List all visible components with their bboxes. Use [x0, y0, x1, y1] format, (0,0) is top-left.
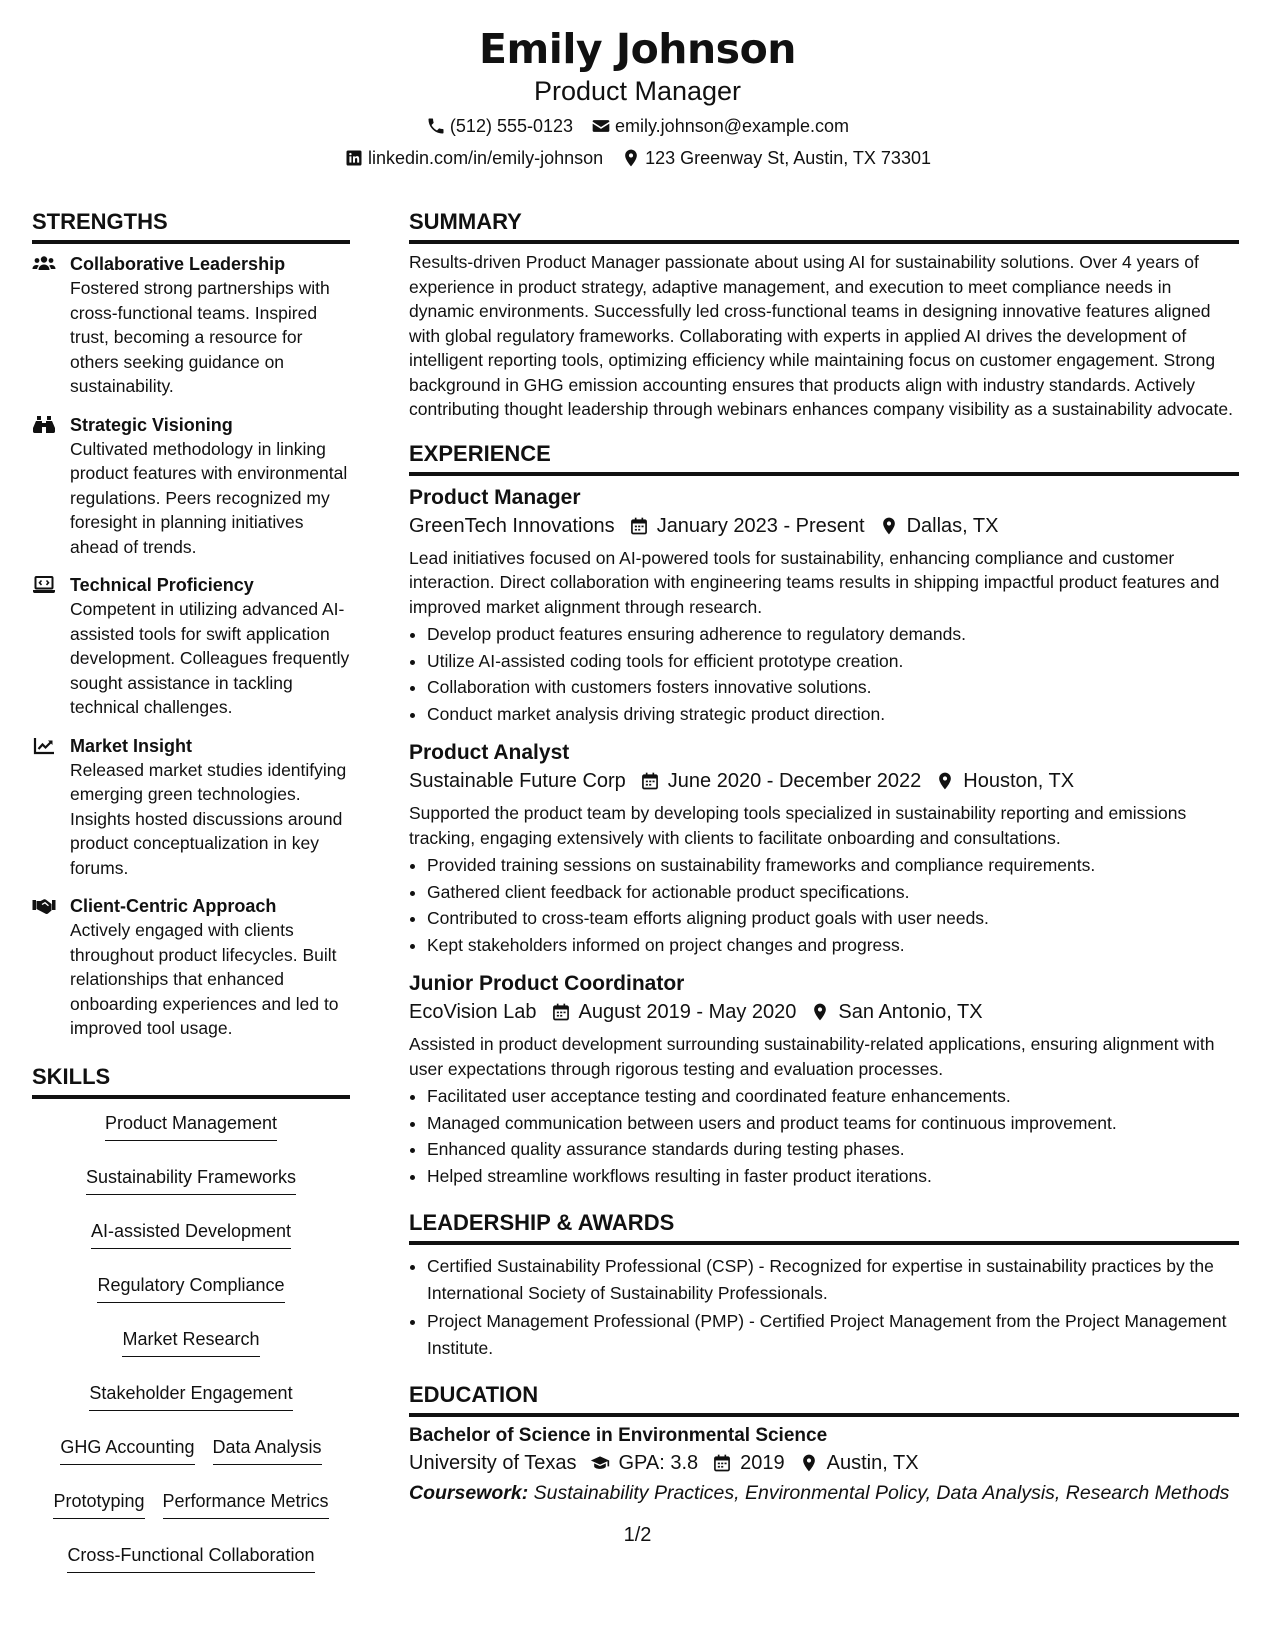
edu-gpa: GPA: 3.8: [618, 1452, 699, 1474]
resume-header: [0, 22, 1275, 170]
candidate-title: Product Manager: [533, 76, 742, 106]
strength-item: [32, 734, 350, 881]
job-entry: [409, 970, 1239, 1189]
strength-title: Collaborative Leadership: [70, 254, 286, 274]
chart-line-icon: [32, 736, 56, 756]
strength-desc: Fostered strong partnerships with cross-functional teams. Inspired trust, becoming a resource for others seeking guidance on sustainability.: [70, 278, 330, 396]
address-contact: [621, 146, 931, 170]
map-pin-icon: [879, 516, 899, 536]
binoculars-icon: [32, 415, 56, 435]
edu-meta: [409, 1449, 1239, 1477]
calendar-icon: [551, 1002, 571, 1022]
job-bullet: • Provided training sessions on sustainability frameworks and compliance requirements.: [427, 852, 1239, 879]
job-title: Junior Product Coordinator: [409, 972, 685, 995]
job-description: Supported the product team by developing tools specialized in sustainability reporting and emissions tracking, engaging extensively with clients to facilitate onboarding and consultations.: [409, 803, 1187, 848]
email-text: emily.johnson@example.com: [615, 116, 850, 136]
map-pin-icon: [799, 1453, 819, 1473]
job-bullet: • Kept stakeholders informed on project changes and progress.: [427, 932, 1239, 959]
job-bullet: • Helped streamline workflows resulting in faster product iterations.: [427, 1163, 1239, 1190]
users-icon: [32, 254, 56, 274]
award-item: • Certified Sustainability Professional (CSP) - Recognized for expertise in sustainability practices by the International Society of Sustainability Professionals.: [427, 1253, 1239, 1306]
laptop-code-icon: [32, 575, 56, 595]
job-bullets: [409, 1083, 1239, 1189]
skill-tag: Prototyping: [53, 1489, 144, 1519]
strength-item: [32, 894, 350, 1041]
job-location: San Antonio, TX: [838, 1001, 983, 1023]
address-text: 123 Greenway St, Austin, TX 73301: [645, 148, 931, 168]
award-item: • Project Management Professional (PMP) - Certified Project Management from the Project Management Institute.: [427, 1308, 1239, 1361]
strength-item: [32, 252, 350, 399]
skill-tag: GHG Accounting: [60, 1435, 194, 1465]
job-title: Product Analyst: [409, 741, 570, 764]
strength-title: Technical Proficiency: [70, 575, 254, 595]
job-description: Lead initiatives focused on AI-powered tools for sustainability, enhancing compliance and customer interaction. Direct collaboration with engineering teams results in shipping impactful product features and improved market alignment through research.: [409, 547, 1220, 617]
phone-icon: [426, 116, 446, 136]
awards-heading: LEADERSHIP & AWARDS: [409, 1209, 1239, 1245]
skill-tag: Data Analysis: [213, 1435, 322, 1465]
skill-tag: Product Management: [105, 1111, 277, 1141]
job-bullet: • Contributed to cross-team efforts aligning product goals with user needs.: [427, 905, 1239, 932]
skill-tag: Sustainability Frameworks: [86, 1165, 296, 1195]
linkedin-contact[interactable]: [344, 146, 603, 170]
skill-tag: Regulatory Compliance: [97, 1273, 284, 1303]
left-column: [32, 208, 350, 1573]
strength-desc: Cultivated methodology in linking product features with environmental regulations. Peers recognized my foresight in planning initiatives ahead of trends.: [70, 438, 348, 557]
job-entry: [409, 484, 1239, 728]
calendar-icon: [712, 1453, 732, 1473]
calendar-icon: [640, 771, 660, 791]
phone-contact[interactable]: [426, 114, 573, 138]
right-column: [409, 208, 1239, 1505]
map-pin-icon: [935, 771, 955, 791]
job-location: Dallas, TX: [906, 514, 999, 537]
skill-tag: AI-assisted Development: [91, 1219, 291, 1249]
job-meta: [409, 767, 1239, 795]
strength-item: [32, 573, 350, 720]
skill-tag: Performance Metrics: [163, 1489, 329, 1519]
handshake-icon: [32, 896, 56, 916]
job-company: Sustainable Future Corp: [409, 770, 626, 792]
job-bullet: • Develop product features ensuring adherence to regulatory demands.: [427, 621, 1239, 648]
job-dates: August 2019 - May 2020: [578, 1001, 797, 1023]
skill-tag: Cross-Functional Collaboration: [67, 1543, 314, 1573]
linkedin-text: linkedin.com/in/emily-johnson: [368, 148, 604, 168]
graduation-cap-icon: [590, 1453, 610, 1473]
strength-title: Market Insight: [70, 735, 193, 756]
job-company: GreenTech Innovations: [409, 514, 615, 537]
strength-desc: Actively engaged with clients throughout product lifecycles. Built relationships that enhanced onboarding experiences and led to improved tool usage.: [70, 920, 339, 1038]
awards-list: [409, 1253, 1239, 1361]
skill-tag: Market Research: [122, 1327, 259, 1357]
job-bullets: [409, 621, 1239, 727]
job-bullet: • Utilize AI-assisted coding tools for efficient prototype creation.: [427, 648, 1239, 675]
job-bullet: • Collaboration with customers fosters innovative solutions.: [427, 674, 1239, 701]
skill-tag: Stakeholder Engagement: [89, 1381, 292, 1411]
map-pin-icon: [810, 1002, 830, 1022]
job-location: Houston, TX: [963, 770, 1075, 792]
edu-school: University of Texas: [409, 1452, 577, 1474]
skills-heading: SKILLS: [32, 1063, 350, 1099]
job-bullet: • Gathered client feedback for actionable product specifications.: [427, 879, 1239, 906]
strengths-heading: STRENGTHS: [32, 208, 350, 244]
job-entry: [409, 739, 1239, 958]
candidate-name: Emily Johnson: [479, 25, 796, 73]
job-bullet: • Conduct market analysis driving strategic product direction.: [427, 701, 1239, 728]
contact-row-1: [0, 114, 1275, 138]
edu-year: 2019: [740, 1452, 785, 1474]
linkedin-icon: [344, 148, 364, 168]
job-meta: [409, 998, 1239, 1026]
strength-desc: Competent in utilizing advanced AI-assisted tools for swift application development. Colleagues frequently sought assistance in tackling technical challenges.: [70, 599, 350, 717]
summary-text: Results-driven Product Manager passionate about using AI for sustainability solutions. Over 4 years of experience in product strategy, adaptive management, and execution to meet compliance needs in dynamic environments. Successfully led cross-functional teams in designing innovative features aligned with global regulatory frameworks. Collaborating with experts in applied AI drives the development of intelligent reporting tools, optimizing efficiency while maintaining focus on customer engagement. Strong background in GHG emission accounting ensures that products align with industry standards. Actively contributing thought leadership through webinars enhances company visibility as a sustainability advocate.: [409, 252, 1233, 419]
job-title: Product Manager: [409, 485, 581, 509]
job-dates: January 2023 - Present: [656, 514, 865, 537]
job-bullet: • Enhanced quality assurance standards during testing phases.: [427, 1136, 1239, 1163]
experience-heading: EXPERIENCE: [409, 440, 1239, 476]
strength-title: Client-Centric Approach: [70, 896, 277, 916]
job-bullet: • Managed communication between users and product teams for continuous improvement.: [427, 1110, 1239, 1137]
strength-desc: Released market studies identifying emerging green technologies. Insights hosted discussions around product conceptualization in key forums.: [70, 759, 347, 878]
job-bullet: • Facilitated user acceptance testing and coordinated feature enhancements.: [427, 1083, 1239, 1110]
job-company: EcoVision Lab: [409, 1001, 537, 1023]
job-description: Assisted in product development surrounding sustainability-related applications, ensuring alignment with user expectations through rigorous testing and evaluation processes.: [409, 1034, 1215, 1079]
education-heading: EDUCATION: [409, 1381, 1239, 1417]
page-number: 1/2: [623, 1524, 652, 1546]
edu-coursework: [409, 1481, 1239, 1505]
envelope-icon: [591, 116, 611, 136]
edu-location: Austin, TX: [826, 1452, 919, 1474]
phone-text: (512) 555-0123: [449, 116, 574, 136]
calendar-icon: [629, 516, 649, 536]
coursework-text: Sustainability Practices, Environmental Policy, Data Analysis, Research Methods: [533, 1482, 1230, 1504]
strength-item: [32, 413, 350, 560]
contact-row-2: [0, 146, 1275, 170]
edu-degree: Bachelor of Science in Environmental Science: [409, 1425, 828, 1446]
job-dates: June 2020 - December 2022: [667, 770, 922, 792]
map-pin-icon: [621, 148, 641, 168]
email-contact[interactable]: [591, 114, 849, 138]
coursework-label: Coursework:: [409, 1482, 529, 1504]
job-bullets: [409, 852, 1239, 958]
skills-list: [32, 1107, 350, 1573]
job-meta: [409, 512, 1239, 540]
summary-heading: SUMMARY: [409, 208, 1239, 244]
strength-title: Strategic Visioning: [70, 414, 233, 435]
